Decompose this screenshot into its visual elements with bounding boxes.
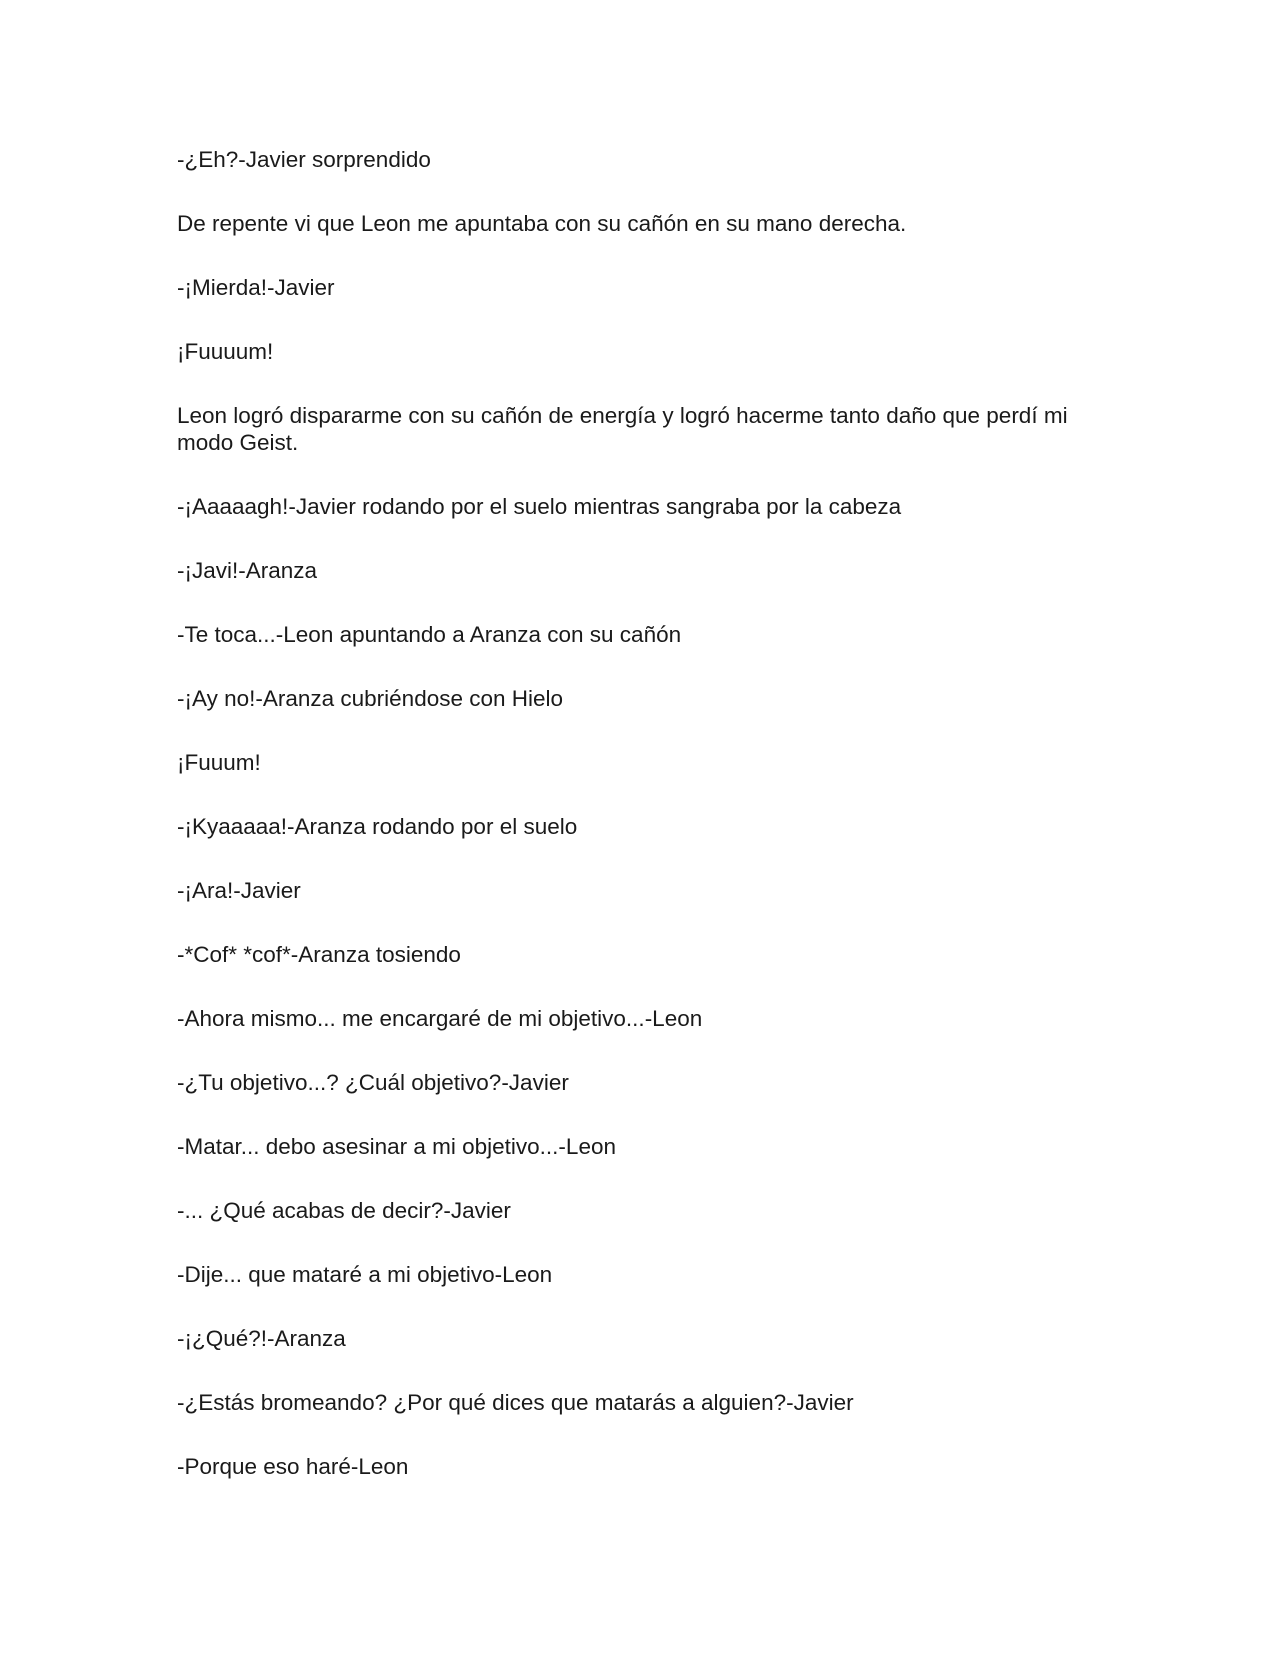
paragraph-line-9: -¡Ay no!-Aranza cubriéndose con Hielo [177, 686, 564, 711]
paragraph-line-10: ¡Fuuum! [177, 750, 261, 775]
paragraph-line-19: -¡¿Qué?!-Aranza [177, 1326, 346, 1351]
paragraph-line-20: -¿Estás bromeando? ¿Por qué dices que matarás a alguien?-Javier [177, 1390, 854, 1415]
paragraph-line-13: -*Cof* *cof*-Aranza tosiendo [177, 942, 461, 967]
document-body [177, 146, 1107, 1480]
paragraph-line-3: -¡Mierda!-Javier [177, 275, 335, 300]
paragraph-line-12: -¡Ara!-Javier [177, 878, 301, 903]
paragraph-line-4: ¡Fuuuum! [177, 339, 274, 364]
paragraph-line-6: -¡Aaaaagh!-Javier rodando por el suelo mientras sangraba por la cabeza [177, 494, 902, 519]
paragraph-line-5: Leon logró dispararme con su cañón de energía y logró hacerme tanto daño que perdí mi modo Geist. [177, 403, 1068, 455]
paragraph-line-11: -¡Kyaaaaa!-Aranza rodando por el suelo [177, 814, 578, 839]
paragraph-line-14: -Ahora mismo... me encargaré de mi objetivo...-Leon [177, 1006, 703, 1031]
paragraph-line-7: -¡Javi!-Aranza [177, 558, 318, 583]
paragraph-line-15: -¿Tu objetivo...? ¿Cuál objetivo?-Javier [177, 1070, 569, 1095]
paragraph-line-17: -... ¿Qué acabas de decir?-Javier [177, 1198, 511, 1223]
paragraph-line-8: -Te toca...-Leon apuntando a Aranza con su cañón [177, 622, 682, 647]
paragraph-line-16: -Matar... debo asesinar a mi objetivo...-Leon [177, 1134, 616, 1159]
paragraph-line-2: De repente vi que Leon me apuntaba con su cañón en su mano derecha. [177, 211, 907, 236]
paragraph-line-21: -Porque eso haré-Leon [177, 1454, 409, 1479]
paragraph-line-1: -¿Eh?-Javier sorprendido [177, 147, 431, 172]
paragraph-line-18: -Dije... que mataré a mi objetivo-Leon [177, 1262, 553, 1287]
